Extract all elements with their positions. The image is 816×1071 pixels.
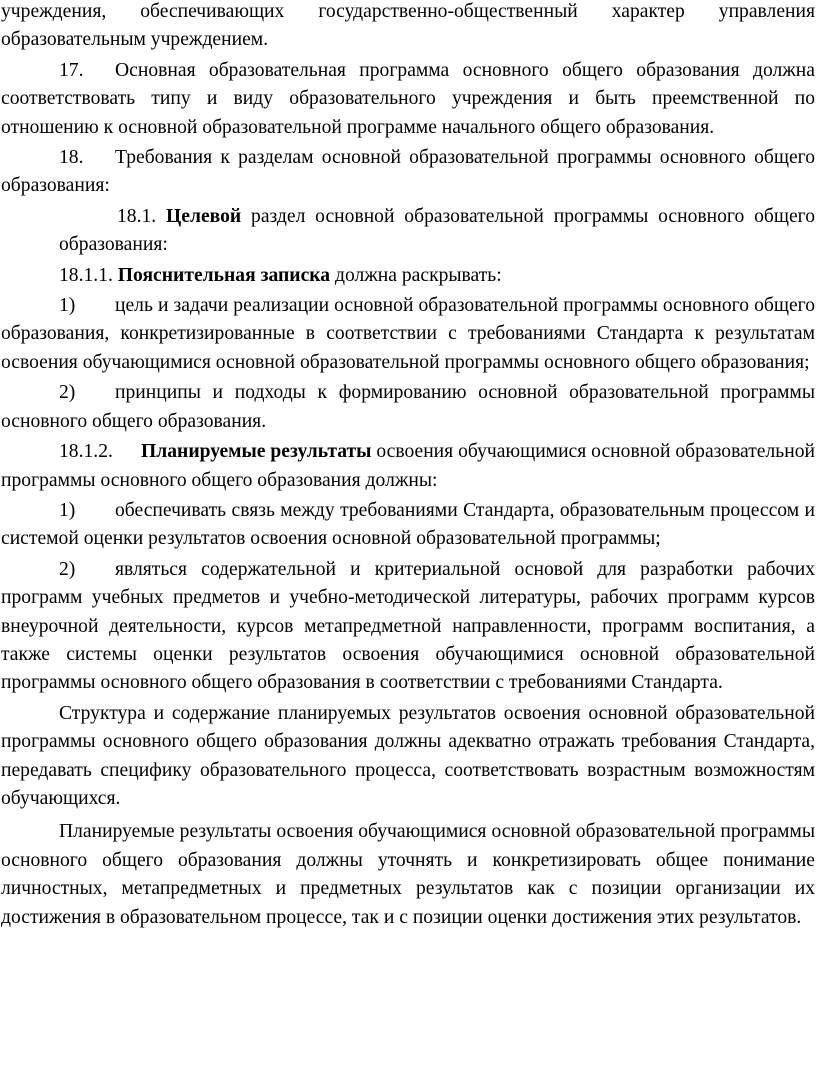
list-item-number: 2): [59, 382, 76, 404]
list-item-18-1-1-1: [1, 292, 815, 377]
list-item-text: цель и задачи реализации основной образовательной программы основного общего образования, конкретизированные в соответствии с требованиями Стандарта к результатам освоения обучающимися основной образовательной программы основного общего образования;: [1, 295, 815, 373]
paragraph-structure: [1, 700, 815, 814]
paragraph-number: 18.1.1.: [59, 264, 113, 286]
paragraph-text: должна раскрывать:: [330, 264, 502, 286]
list-item-text: принципы и подходы к формированию основной образовательной программы основного общего образования.: [1, 382, 815, 432]
paragraph-18-1-2: [1, 438, 815, 495]
list-item-text: являться содержательной и критериальной основой для разработки рабочих программ учебных предметов и учебно-методической литературы, рабочих программ курсов внеурочной деятельности, курсов метапредметной направленности, программ воспитания, а также системы оценки результатов освоения обучающимися основной образовательной программы основного общего образования в соответствии с требованиями Стандарта.: [1, 558, 815, 694]
list-item-text: обеспечивать связь между требованиями Стандарта, образовательным процессом и системой оценки результатов освоения основной образовательной программы;: [1, 499, 815, 550]
list-item-number: 1): [59, 295, 76, 317]
paragraph-text: Основная образовательная программа основного общего образования должна соответствовать типу и виду образовательного учреждения и быть преемственной по отношению к основной образовательной программе начального общего образования.: [1, 59, 815, 138]
paragraph-text: Структура и содержание планируемых результатов освоения основной образовательной программы основного общего образования должны адекватно отражать требования Стандарта, передавать специфику образовательного процесса, соответствовать возрастным возможностям обучающихся.: [1, 702, 815, 809]
paragraph-text: Требования к разделам основной образовательной программы основного общего образования:: [1, 147, 815, 197]
list-item-18-1-1-2: [1, 379, 815, 436]
list-item-18-1-2-1: [1, 497, 815, 554]
paragraph-bold-term: Целевой: [166, 205, 242, 227]
paragraph-bold-term: Пояснительная записка: [117, 264, 331, 286]
paragraph-number: 17.: [59, 59, 84, 81]
paragraph-18: [1, 144, 815, 201]
list-item-number: 2): [59, 558, 76, 580]
paragraph-text: учреждения, обеспечивающих государственно-общественный характер управления образовательным учреждением.: [1, 1, 815, 51]
paragraph-17: [1, 57, 815, 142]
paragraph-number: 18.1.: [117, 205, 157, 227]
paragraph-continuation: [1, 0, 815, 55]
paragraph-18-1: [1, 203, 815, 260]
paragraph-number: 18.: [59, 147, 84, 169]
list-item-18-1-2-2: [1, 556, 815, 698]
paragraph-18-1-1: [1, 262, 815, 290]
paragraph-text: Планируемые результаты освоения обучающимися основной образовательной программы основного общего образования должны уточнять и конкретизировать общее понимание личностных, метапредметных и предметных результатов как с позиции организации их достижения в образовательном процессе, так и с позиции оценки достижения этих результатов.: [1, 821, 815, 928]
list-item-number: 1): [59, 499, 76, 521]
paragraph-text: раздел основной образовательной программы основного общего образования:: [59, 205, 816, 256]
paragraph-bold-term: Планируемые результаты: [141, 441, 372, 463]
paragraph-text: освоения обучающимися основной образовательной программы основного общего образования должны:: [1, 441, 815, 491]
paragraph-number: 18.1.2.: [59, 441, 113, 463]
paragraph-planned-results: [1, 818, 815, 932]
